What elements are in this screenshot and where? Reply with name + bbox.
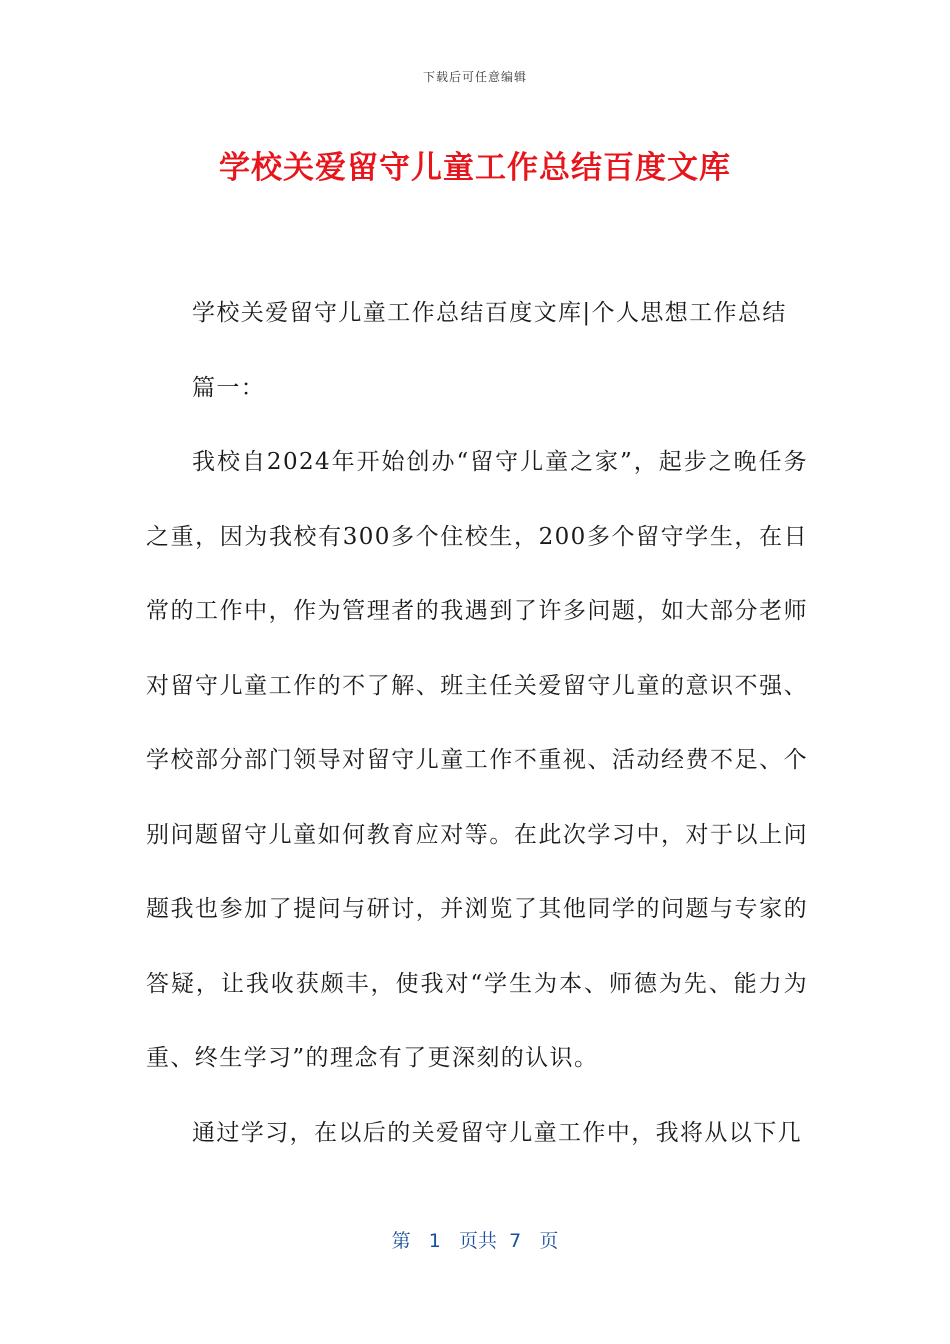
footer-page-prefix: 第 (391, 1230, 411, 1252)
paragraph-section-label: 篇一： (192, 374, 266, 401)
document-title: 学校关爱留守儿童工作总结百度文库 (219, 150, 731, 186)
paragraph-subtitle: 学校关爱留守儿童工作总结百度文库|个人思想工作总结 (192, 300, 787, 326)
page-footer (0, 1226, 950, 1253)
paragraph-continuation: 通过学习，在以后的关爱留守儿童工作中，我将从以下几 (192, 1119, 802, 1146)
footer-page-middle: 页共 (459, 1230, 498, 1252)
paragraph-main: 我校自2024年开始创办“留守儿童之家”，起步之晚任务之重，因为我校有300多个住校生，200多个留守学生，在日常的工作中，作为管理者的我遇到了许多问题，如大部分老师对留守儿童工作的不了解、班主任关爱留守儿童的意识不强、学校部分部门领导对留守儿童工作不重视、活动经费不足、个别问题留守儿童如何教育应对等。在此次学习中，对于以上问题我也参加了提问与研讨，并浏览了其他同学的问题与专家的答疑，让我收获颇丰，使我对“学生为本、师德为先、能力为重、终生学习”的理念有了更深刻的认识。 (146, 449, 808, 1071)
footer-page-suffix: 页 (539, 1230, 559, 1252)
footer-current-page: 1 (428, 1230, 441, 1252)
header-note: 下载后可任意编辑 (422, 70, 527, 84)
footer-total-pages: 7 (509, 1230, 522, 1252)
document-body (146, 276, 808, 1170)
